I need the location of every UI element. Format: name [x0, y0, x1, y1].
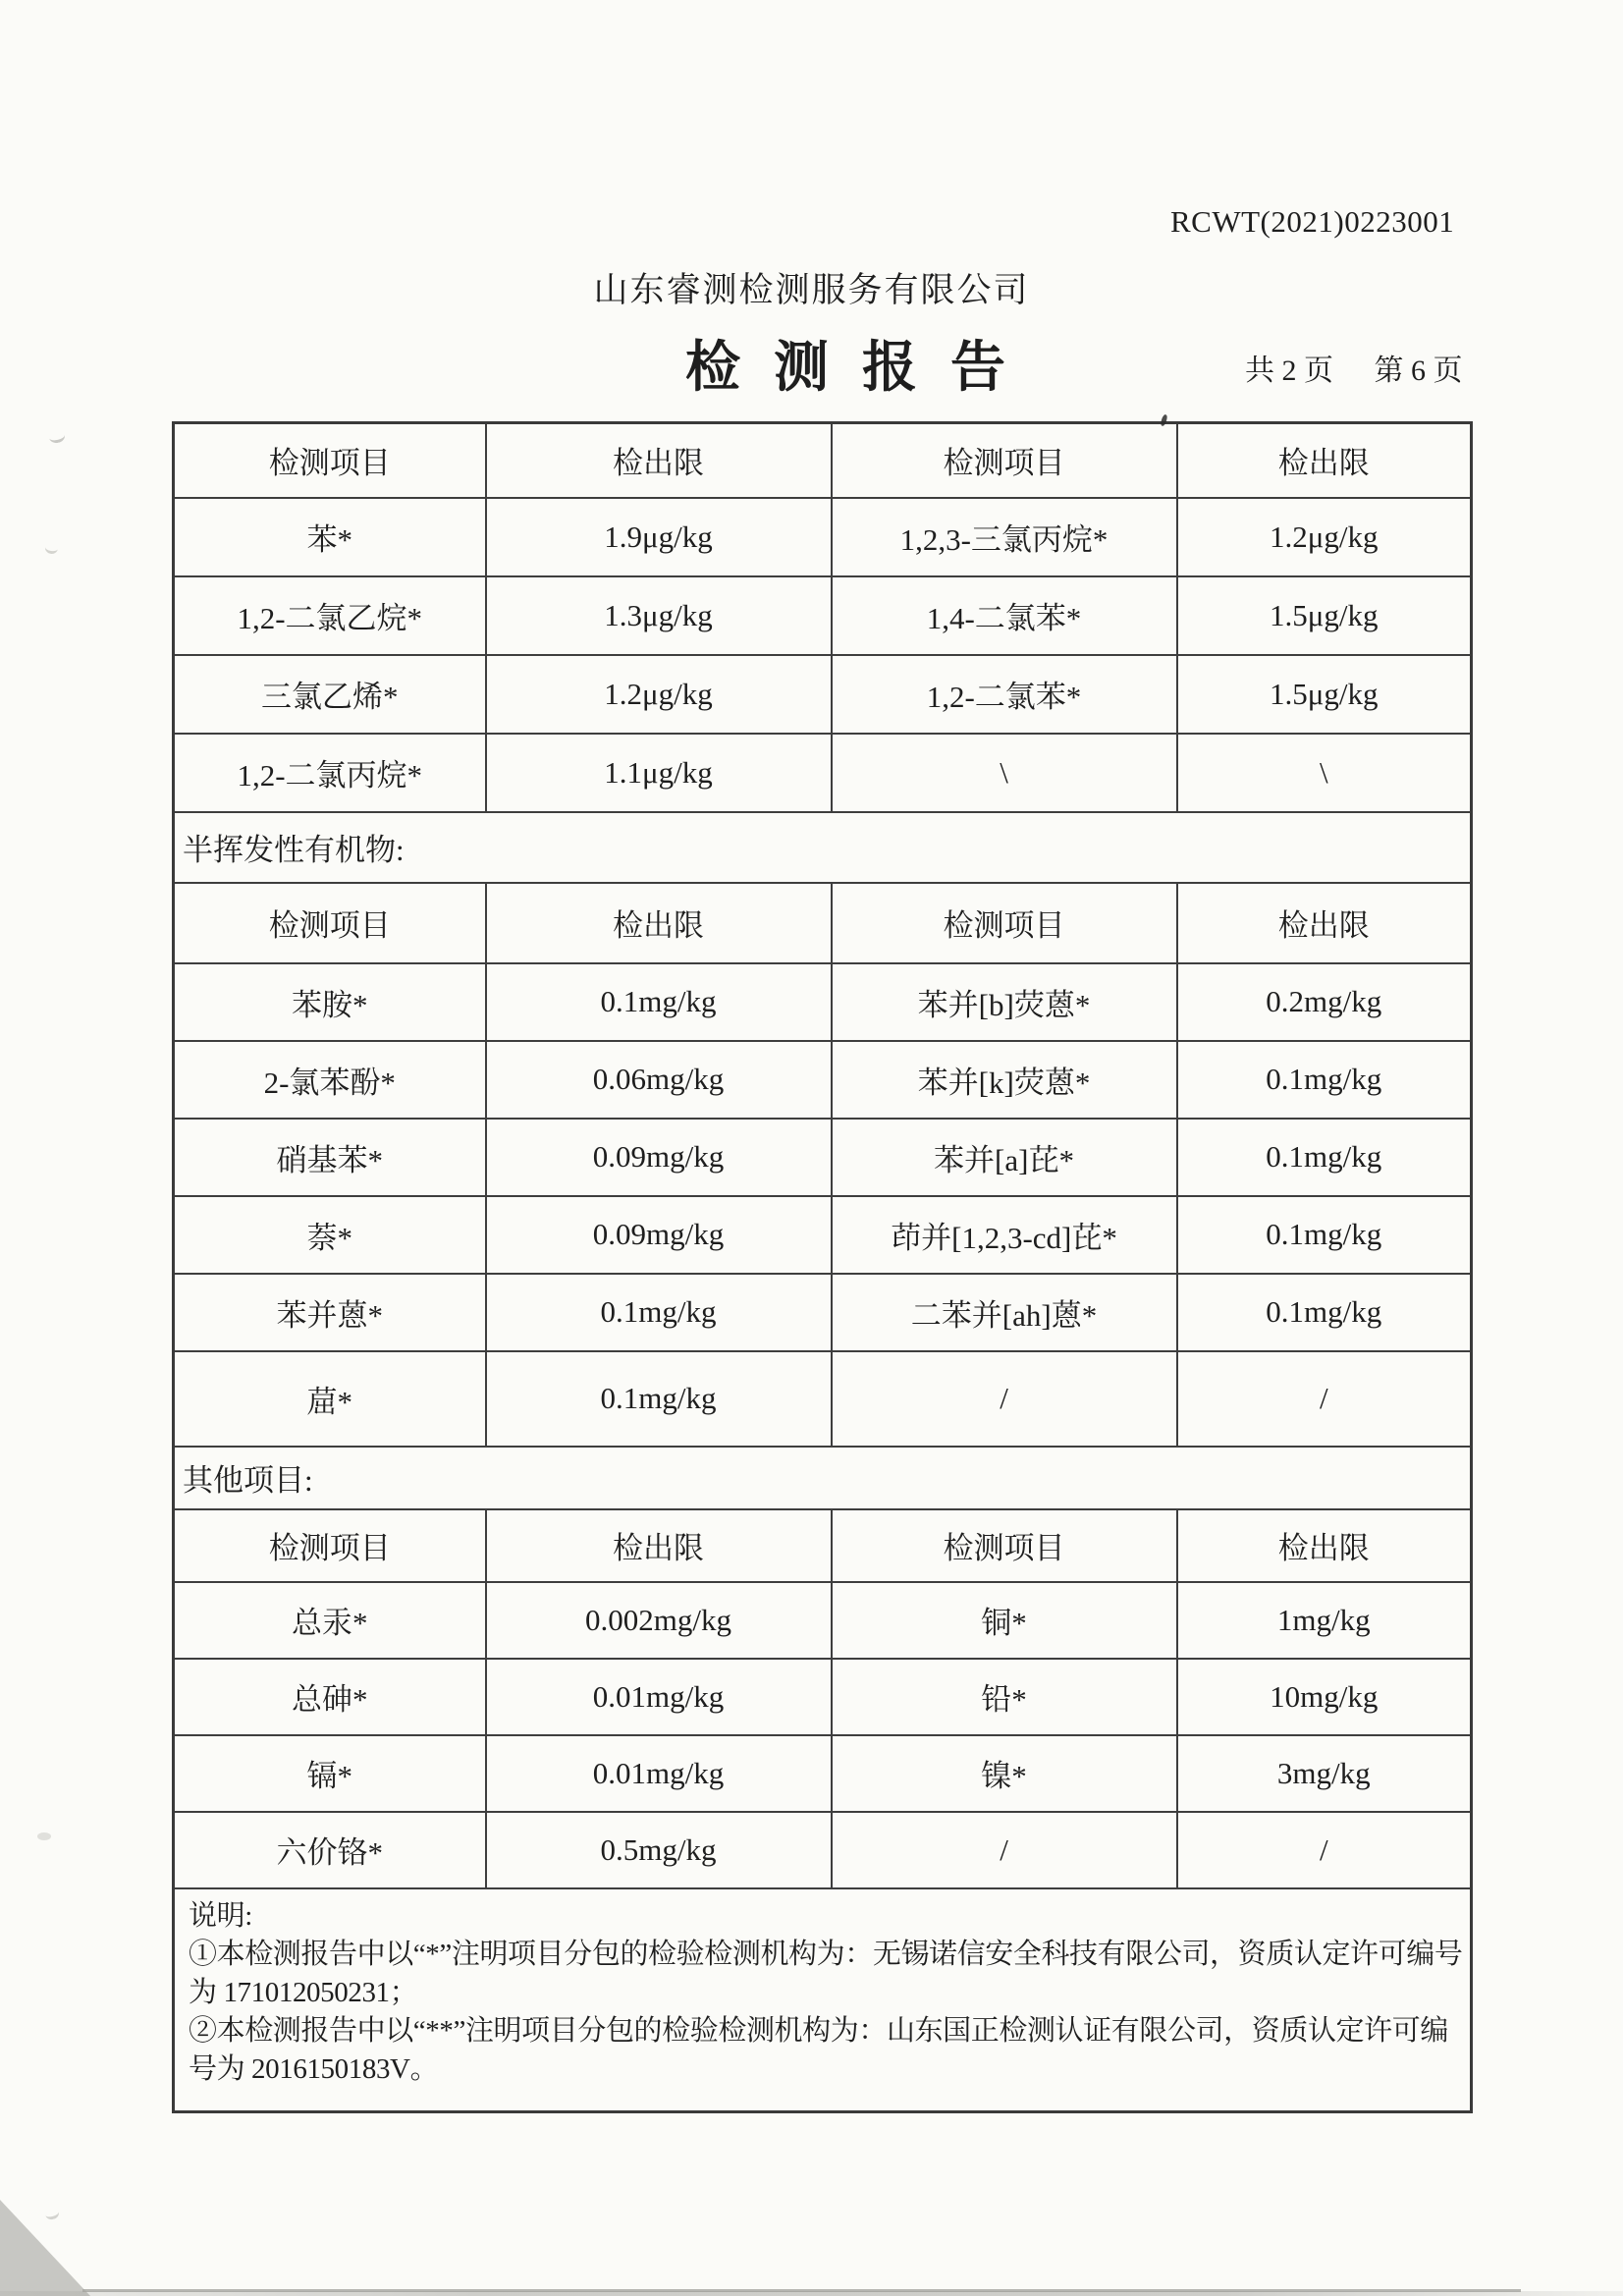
col-header-test-item: 检测项目 — [832, 423, 1177, 498]
svoc-section — [174, 812, 1472, 963]
col-header-detection-limit: 检出限 — [486, 423, 832, 498]
test-item-cell: 铜* — [832, 1582, 1177, 1659]
detection-limit-cell: / — [1177, 1812, 1472, 1888]
detection-limit-cell: 0.2mg/kg — [1177, 963, 1472, 1041]
detection-limit-cell: 10mg/kg — [1177, 1659, 1472, 1735]
note-line-4: 号为 2016150183V。 — [189, 2052, 439, 2085]
table-row — [174, 1274, 1472, 1351]
detection-limit-cell: 0.1mg/kg — [486, 963, 832, 1041]
col-header-detection-limit: 检出限 — [486, 883, 832, 963]
table-row — [174, 1041, 1472, 1119]
page-current: 第 6 页 — [1374, 355, 1463, 387]
detection-limit-cell: 1.1μg/kg — [486, 734, 832, 812]
detection-limit-cell: 0.1mg/kg — [1177, 1274, 1472, 1351]
detection-limit-cell: 1.2μg/kg — [486, 655, 832, 734]
voc-header — [174, 423, 1472, 498]
section-label-other: 其他项目: — [174, 1447, 1472, 1509]
test-item-cell: \ — [832, 734, 1177, 812]
col-header-test-item: 检测项目 — [174, 1509, 486, 1582]
detection-limit-cell: 0.09mg/kg — [486, 1119, 832, 1196]
notes-section — [174, 1888, 1472, 2112]
test-item-cell: 1,4-二氯苯* — [832, 576, 1177, 655]
detection-limit-cell: 0.01mg/kg — [486, 1735, 832, 1812]
detection-limit-cell: 0.1mg/kg — [1177, 1196, 1472, 1274]
test-item-cell: / — [832, 1812, 1177, 1888]
test-item-cell: 䓛* — [174, 1351, 486, 1447]
detection-limit-cell: 1.3μg/kg — [486, 576, 832, 655]
detection-limit-cell: 0.1mg/kg — [486, 1351, 832, 1447]
detection-limit-cell: 0.06mg/kg — [486, 1041, 832, 1119]
test-item-cell: 总砷* — [174, 1659, 486, 1735]
test-item-cell: 1,2-二氯丙烷* — [174, 734, 486, 812]
detection-limit-cell: 1mg/kg — [1177, 1582, 1472, 1659]
note-line-1: ①本检测报告中以“*”注明项目分包的检验检测机构为：无锡诺信安全科技有限公司，资质认定许可编号 — [189, 1938, 1463, 1970]
detection-limit-cell: 0.09mg/kg — [486, 1196, 832, 1274]
test-item-cell: 苯并蒽* — [174, 1274, 486, 1351]
test-item-cell: 总汞* — [174, 1582, 486, 1659]
test-item-cell: 苯并[k]荧蒽* — [832, 1041, 1177, 1119]
detection-limit-cell: 0.002mg/kg — [486, 1582, 832, 1659]
col-header-detection-limit: 检出限 — [1177, 883, 1472, 963]
header-row — [174, 1509, 1472, 1582]
detection-limit-cell: 0.1mg/kg — [486, 1274, 832, 1351]
test-item-cell: 1,2-二氯苯* — [832, 655, 1177, 734]
table-row — [174, 734, 1472, 812]
section-row — [174, 812, 1472, 883]
table-row — [174, 655, 1472, 734]
test-item-cell: 2-氯苯酚* — [174, 1041, 486, 1119]
scan-corner-shadow — [0, 2200, 90, 2296]
table-row — [174, 1119, 1472, 1196]
notes-cell — [174, 1888, 1472, 2112]
col-header-detection-limit: 检出限 — [1177, 423, 1472, 498]
detection-limit-cell: / — [1177, 1351, 1472, 1447]
table-row — [174, 1812, 1472, 1888]
pencil-smudge — [44, 541, 59, 555]
detection-limit-cell: 1.5μg/kg — [1177, 576, 1472, 655]
detection-limit-cell: 1.2μg/kg — [1177, 498, 1472, 576]
test-item-cell: 三氯乙烯* — [174, 655, 486, 734]
table-row — [174, 1659, 1472, 1735]
table-row — [174, 498, 1472, 576]
col-header-detection-limit: 检出限 — [486, 1509, 832, 1582]
test-item-cell: / — [832, 1351, 1177, 1447]
other-section — [174, 1447, 1472, 1582]
test-item-cell: 镍* — [832, 1735, 1177, 1812]
section-row — [174, 1447, 1472, 1509]
test-item-cell: 六价铬* — [174, 1812, 486, 1888]
test-item-cell: 茚并[1,2,3-cd]芘* — [832, 1196, 1177, 1274]
test-item-cell: 二苯并[ah]蒽* — [832, 1274, 1177, 1351]
detection-limit-cell: 0.1mg/kg — [1177, 1119, 1472, 1196]
test-item-cell: 硝基苯* — [174, 1119, 486, 1196]
col-header-test-item: 检测项目 — [174, 883, 486, 963]
header-row — [174, 423, 1472, 498]
company-name: 山东睿测检测服务有限公司 — [593, 271, 1030, 309]
detection-limit-cell: 0.1mg/kg — [1177, 1041, 1472, 1119]
report-number: RCWT(2021)0223001 — [1170, 204, 1455, 239]
notes-row — [174, 1888, 1472, 2112]
test-item-cell: 镉* — [174, 1735, 486, 1812]
other-rows — [174, 1582, 1472, 1888]
test-item-cell: 1,2-二氯乙烷* — [174, 576, 486, 655]
voc-rows — [174, 498, 1472, 812]
report-title: 检 测 报 告 — [685, 338, 1015, 399]
test-item-cell: 铅* — [832, 1659, 1177, 1735]
table-row — [174, 1351, 1472, 1447]
page-info — [1245, 346, 1463, 389]
detection-limit-cell: 0.01mg/kg — [486, 1659, 832, 1735]
table-row — [174, 1735, 1472, 1812]
detection-limit-cell: 3mg/kg — [1177, 1735, 1472, 1812]
detection-limits-table — [172, 421, 1473, 2113]
table-row — [174, 1196, 1472, 1274]
pencil-smudge — [37, 1832, 51, 1840]
col-header-test-item: 检测项目 — [832, 883, 1177, 963]
svoc-rows — [174, 963, 1472, 1447]
note-line-3: ②本检测报告中以“**”注明项目分包的检验检测机构为：山东国正检测认证有限公司，资质认定许可编 — [189, 2014, 1448, 2047]
header-row — [174, 883, 1472, 963]
test-item-cell: 苯* — [174, 498, 486, 576]
table-row — [174, 963, 1472, 1041]
test-item-cell: 苯胺* — [174, 963, 486, 1041]
section-label-svoc: 半挥发性有机物: — [174, 812, 1472, 883]
note-line-2: 为 171012050231； — [189, 1976, 418, 2008]
col-header-detection-limit: 检出限 — [1177, 1509, 1472, 1582]
test-item-cell: 苯并[a]芘* — [832, 1119, 1177, 1196]
notes-label: 说明: — [189, 1899, 252, 1932]
table-row — [174, 576, 1472, 655]
test-item-cell: 苯并[b]荧蒽* — [832, 963, 1177, 1041]
col-header-test-item: 检测项目 — [174, 423, 486, 498]
scan-edge-shadow — [0, 2291, 1623, 2296]
detection-limit-cell: 1.9μg/kg — [486, 498, 832, 576]
test-item-cell: 萘* — [174, 1196, 486, 1274]
table-row — [174, 1582, 1472, 1659]
detection-limit-cell: \ — [1177, 734, 1472, 812]
col-header-test-item: 检测项目 — [832, 1509, 1177, 1582]
detection-limit-cell: 1.5μg/kg — [1177, 655, 1472, 734]
pages-total: 共 2 页 — [1245, 355, 1333, 387]
pencil-smudge — [48, 428, 66, 444]
test-item-cell: 1,2,3-三氯丙烷* — [832, 498, 1177, 576]
detection-limit-cell: 0.5mg/kg — [486, 1812, 832, 1888]
